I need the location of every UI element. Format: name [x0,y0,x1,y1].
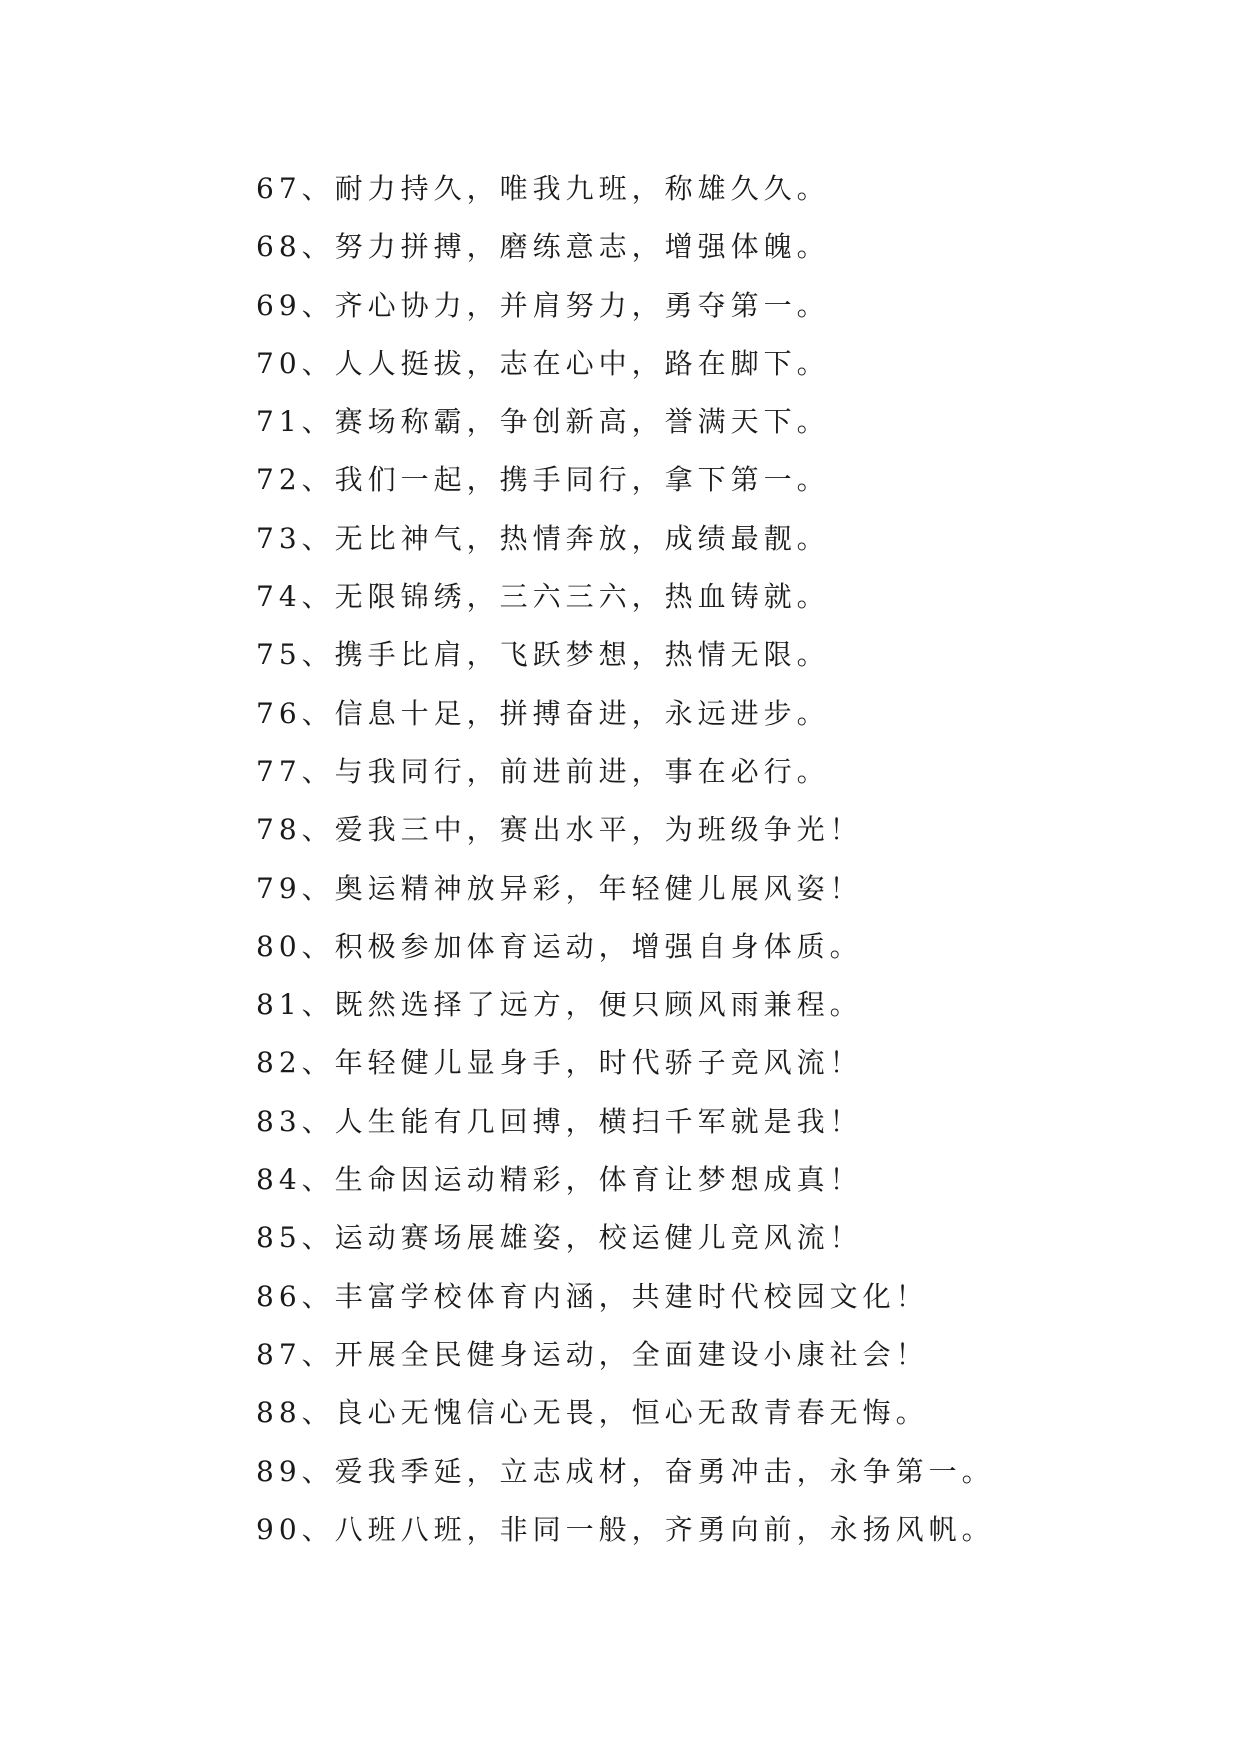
slogan-line: 87、开展全民健身运动，全面建设小康社会！ [256,1337,929,1371]
slogan-line: 68、努力拼搏，磨练意志，增强体魄。 [256,230,830,264]
slogan-line: 83、人生能有几回搏，横扫千军就是我！ [256,1104,863,1138]
slogan-line: 69、齐心协力，并肩努力，勇夺第一。 [256,288,830,322]
slogan-line: 84、生命因运动精彩，体育让梦想成真！ [256,1163,863,1197]
slogan-line: 76、信息十足，拼搏奋进，永远进步。 [256,696,830,730]
slogan-line: 73、无比神气，热情奔放，成绩最靓。 [256,521,830,555]
slogan-line: 72、我们一起，携手同行，拿下第一。 [256,463,830,497]
slogan-line: 79、奥运精神放异彩，年轻健儿展风姿！ [256,871,863,905]
slogan-line: 82、年轻健儿显身手，时代骄子竞风流！ [256,1046,863,1080]
slogan-line: 74、无限锦绣，三六三六，热血铸就。 [256,580,830,614]
slogan-line: 70、人人挺拔，志在心中，路在脚下。 [256,346,830,380]
slogan-line: 80、积极参加体育运动，增强自身体质。 [256,929,863,963]
slogan-line: 77、与我同行，前进前进，事在必行。 [256,754,830,788]
slogan-line: 88、良心无愧信心无畏，恒心无敌青春无悔。 [256,1396,929,1430]
slogan-list [256,160,995,1559]
slogan-line: 78、爱我三中，赛出水平，为班级争光！ [256,813,863,847]
slogan-line: 67、耐力持久，唯我九班，称雄久久。 [256,172,830,205]
slogan-line: 90、八班八班，非同一般，齐勇向前，永扬风帆。 [256,1512,995,1546]
slogan-line: 86、丰富学校体育内涵，共建时代校园文化！ [256,1279,929,1313]
slogan-line: 81、既然选择了远方，便只顾风雨兼程。 [256,988,863,1022]
slogan-line: 89、爱我季延，立志成材，奋勇冲击，永争第一。 [256,1454,995,1488]
slogan-line: 75、携手比肩，飞跃梦想，热情无限。 [256,638,830,672]
slogan-line: 85、运动赛场展雄姿，校运健儿竞风流！ [256,1221,863,1255]
slogan-line: 71、赛场称霸，争创新高，誉满天下。 [256,405,830,439]
